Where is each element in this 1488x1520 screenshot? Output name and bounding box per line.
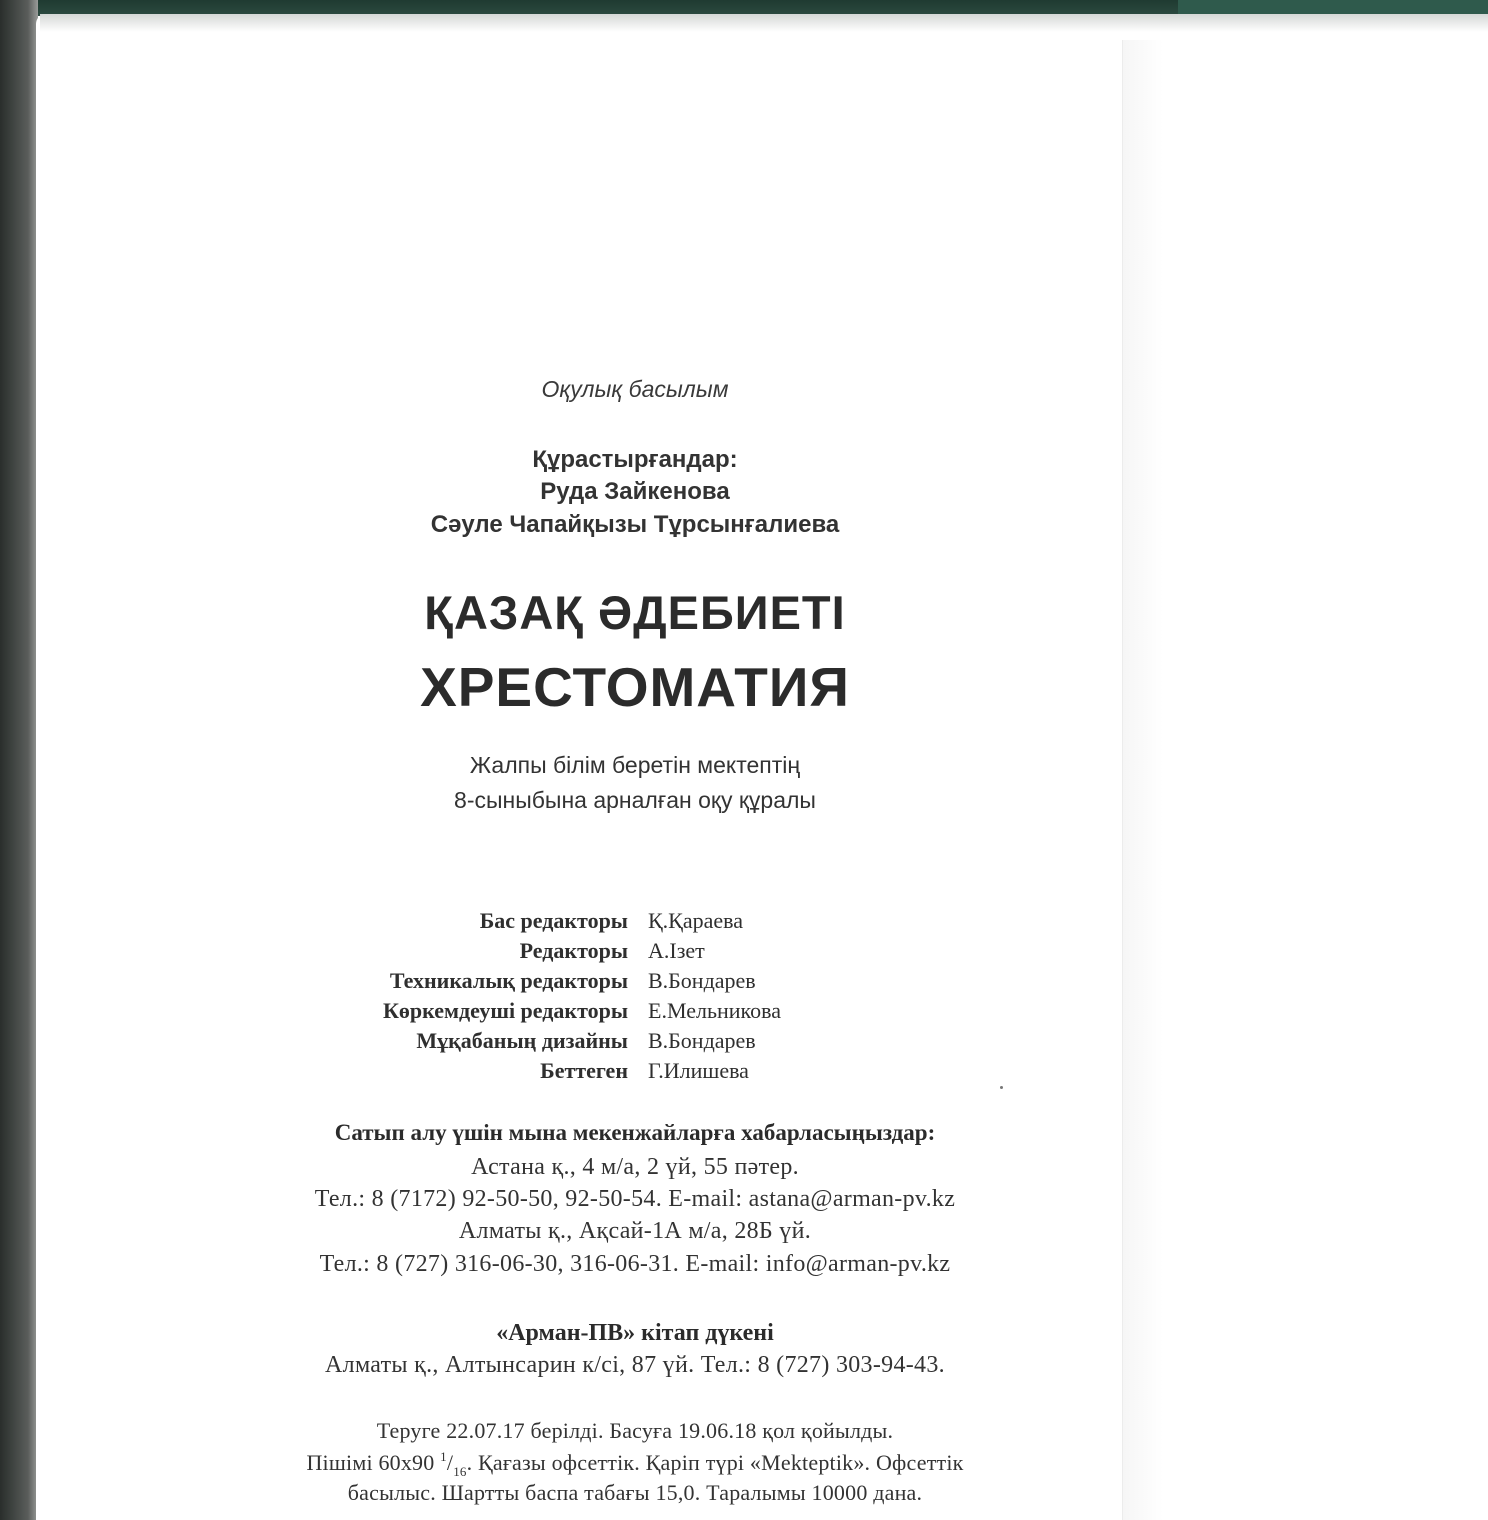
credit-role: Бас редакторы xyxy=(479,908,628,933)
book-cover-top-right-edge xyxy=(1178,0,1488,14)
page-top-shadow xyxy=(40,14,1488,32)
contact-address: Астана қ., 4 м/а, 2 үй, 55 пәтер. xyxy=(471,1154,799,1180)
book-title-secondary: ХРЕСТОМАТИЯ xyxy=(420,656,850,718)
credit-name: Е.Мельникова xyxy=(648,998,781,1023)
print-info-line xyxy=(0,1449,1270,1480)
scan-speck xyxy=(1000,1086,1003,1089)
credit-role: Мұқабаның дизайны xyxy=(416,1028,628,1053)
book-title: ҚАЗАҚ ӘДЕБИЕТІ xyxy=(424,586,846,639)
contact-address: Алматы қ., Ақсай-1А м/а, 28Б үй. xyxy=(458,1218,812,1244)
format-fraction: $^1/_{16}$ xyxy=(440,1449,467,1479)
credit-row xyxy=(260,1056,960,1086)
compiler-name: Сәуле Чапайқызы Тұрсынғалиева xyxy=(430,511,840,538)
credit-row xyxy=(260,996,960,1026)
credit-role: Техникалық редакторы xyxy=(389,968,628,993)
edition-type: Оқулық басылым xyxy=(541,376,729,402)
print-info-line: басылыс. Шартты баспа табағы 15,0. Таралымы 10000 дана. xyxy=(347,1480,923,1505)
bookshop-name: «Арман-ПВ» кітап дүкені xyxy=(496,1320,774,1346)
credit-name: Қ.Қараева xyxy=(648,908,744,933)
credit-row xyxy=(260,966,960,996)
credit-role: Көркемдеуші редакторы xyxy=(382,998,628,1023)
credit-name: В.Бондарев xyxy=(648,1028,756,1053)
credit-name: А.Ізет xyxy=(648,938,705,963)
format-text: Пішімі 60х90 xyxy=(306,1450,435,1475)
book-subtitle: 8-сыныбына арналған оқу құралы xyxy=(454,787,816,813)
credit-role: Редакторы xyxy=(519,938,628,963)
credit-row xyxy=(260,906,960,936)
fraction-denominator: 16 xyxy=(453,1464,467,1479)
credit-row xyxy=(260,936,960,966)
credit-row xyxy=(260,1026,960,1056)
credit-name: В.Бондарев xyxy=(648,968,756,993)
paper-font-text: . Қағазы офсеттік. Қаріп түрі «Mekteptik». Офсеттік xyxy=(466,1450,964,1475)
bookshop-address: Алматы қ., Алтынсарин к/сі, 87 үй. Тел.: 8 (727) 303-94-43. xyxy=(325,1352,945,1378)
compilers-label: Құрастырғандар: xyxy=(532,446,738,473)
contact-phone-email: Тел.: 8 (7172) 92-50-50, 92-50-54. E-mail: astana@arman-pv.kz xyxy=(314,1186,956,1212)
credits-table xyxy=(260,906,960,1086)
contact-phone-email: Тел.: 8 (727) 316-06-30, 316-06-31. E-mail: info@arman-pv.kz xyxy=(319,1251,951,1277)
contacts-heading: Сатып алу үшін мына мекенжайларға хабарласыңыздар: xyxy=(334,1120,936,1145)
book-subtitle: Жалпы білім беретін мектептің xyxy=(469,752,801,778)
page-fold-line xyxy=(1122,40,1123,1520)
credit-name: Г.Илишева xyxy=(648,1058,749,1083)
adjacent-page-edge xyxy=(1123,40,1488,1520)
credit-role: Беттеген xyxy=(540,1058,628,1083)
fraction-numerator: 1 xyxy=(440,1449,447,1464)
compiler-name: Руда Зайкенова xyxy=(540,478,730,505)
print-info-line: Теруге 22.07.17 берілді. Басуға 19.06.18 қол қойылды. xyxy=(376,1418,894,1443)
